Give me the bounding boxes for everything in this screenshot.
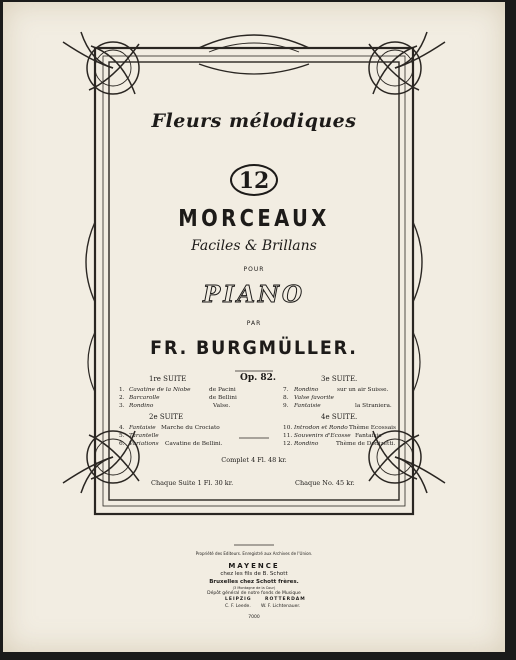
piece-note: Fantaisie (355, 433, 382, 439)
piece-number: 8. (283, 395, 289, 401)
price-per-suite: Chaque Suite 1 Fl. 30 kr. (151, 479, 234, 487)
price-complete: Complet 4 Fl. 48 kr. (221, 456, 287, 464)
suite-heading: 4e SUITE. (321, 413, 358, 421)
piece-title: Valse favorite (294, 395, 334, 401)
piece-title: Rondino (129, 403, 154, 409)
piece-number: 3. (119, 403, 125, 409)
price-per-number: Chaque No. 45 kr. (295, 479, 355, 487)
piece-number: 6. (119, 441, 125, 447)
piece-note: Thème de Donizetti. (336, 441, 396, 447)
publisher-line: Dépôt général de notre fonds de Musique (207, 591, 301, 596)
piece-number: 4. (119, 425, 125, 431)
piece-title: Tarantelle (129, 433, 159, 439)
piece-note: de Bellini (209, 395, 237, 401)
publisher-line: chez les fils de B. Schott (220, 571, 288, 577)
agent-city: LEIPZIG (225, 597, 252, 602)
work-type: MORCEAUX (178, 206, 330, 232)
publisher-line: Bruxelles chez Schott frères. (209, 579, 299, 585)
piece-note: sur un air Suisse. (337, 387, 389, 393)
composer-name: FR. BURGMÜLLER. (150, 337, 358, 359)
agent-city: ROTTERDAM (265, 597, 306, 602)
pour-label: POUR (243, 266, 265, 273)
piece-note: de Pacini (209, 387, 236, 393)
piece-note: Valse. (213, 403, 231, 409)
publisher-city: MAYENCE (228, 562, 280, 570)
piece-number: 1. (119, 387, 125, 393)
agent-name: W. F. Lichtenauer. (261, 604, 301, 609)
publisher-line: (3 Montagne de la Cour) (232, 586, 276, 590)
property-notice: Propriété des Editeurs. Enregistré aux Archives de l'Union. (195, 551, 313, 556)
series-title: Fleurs mélodiques (151, 110, 357, 132)
corner-knot-top-left (63, 32, 139, 94)
piece-number: 11. (283, 433, 293, 439)
title-page (3, 2, 505, 652)
suite-heading: 3e SUITE. (321, 375, 358, 383)
plate-number: 7000 (248, 615, 260, 620)
piece-title: Souvenirs d'Ecosse (294, 433, 351, 439)
par-label: PAR (246, 320, 262, 327)
piece-count: 12 (238, 168, 270, 194)
piece-title: Fantaisie (129, 425, 156, 431)
piece-note: Cavatine de Bellini. (165, 441, 223, 447)
piece-number: 2. (119, 395, 125, 401)
piece-title: Variations (129, 441, 159, 447)
piece-note: Thème Ecossais (349, 425, 397, 431)
instrument: PIANO (203, 281, 305, 308)
piece-title: Fantaisie (294, 403, 321, 409)
piece-number: 10. (283, 425, 293, 431)
subtitle: Faciles & Brillans (191, 238, 317, 254)
piece-title: Introdon et Rondo (294, 425, 348, 431)
piece-number: 9. (283, 403, 289, 409)
piece-note: Marche du Crociato (161, 425, 220, 431)
agent-name: C. F. Leede. (225, 604, 251, 609)
suite-heading: 2e SUITE (149, 413, 184, 421)
piece-title: Cavatine de la Niobe (129, 387, 191, 393)
piece-number: 5. (119, 433, 125, 439)
suite-heading: 1re SUITE (149, 375, 187, 383)
piece-number: 12. (283, 441, 293, 447)
piece-note: la Straniera. (355, 403, 392, 409)
opus-number: Op. 82. (240, 373, 277, 383)
piece-title: Rondino (294, 387, 319, 393)
piece-title: Barcarolle (129, 395, 160, 401)
piece-title: Rondino (294, 441, 319, 447)
piece-number: 7. (283, 387, 289, 393)
